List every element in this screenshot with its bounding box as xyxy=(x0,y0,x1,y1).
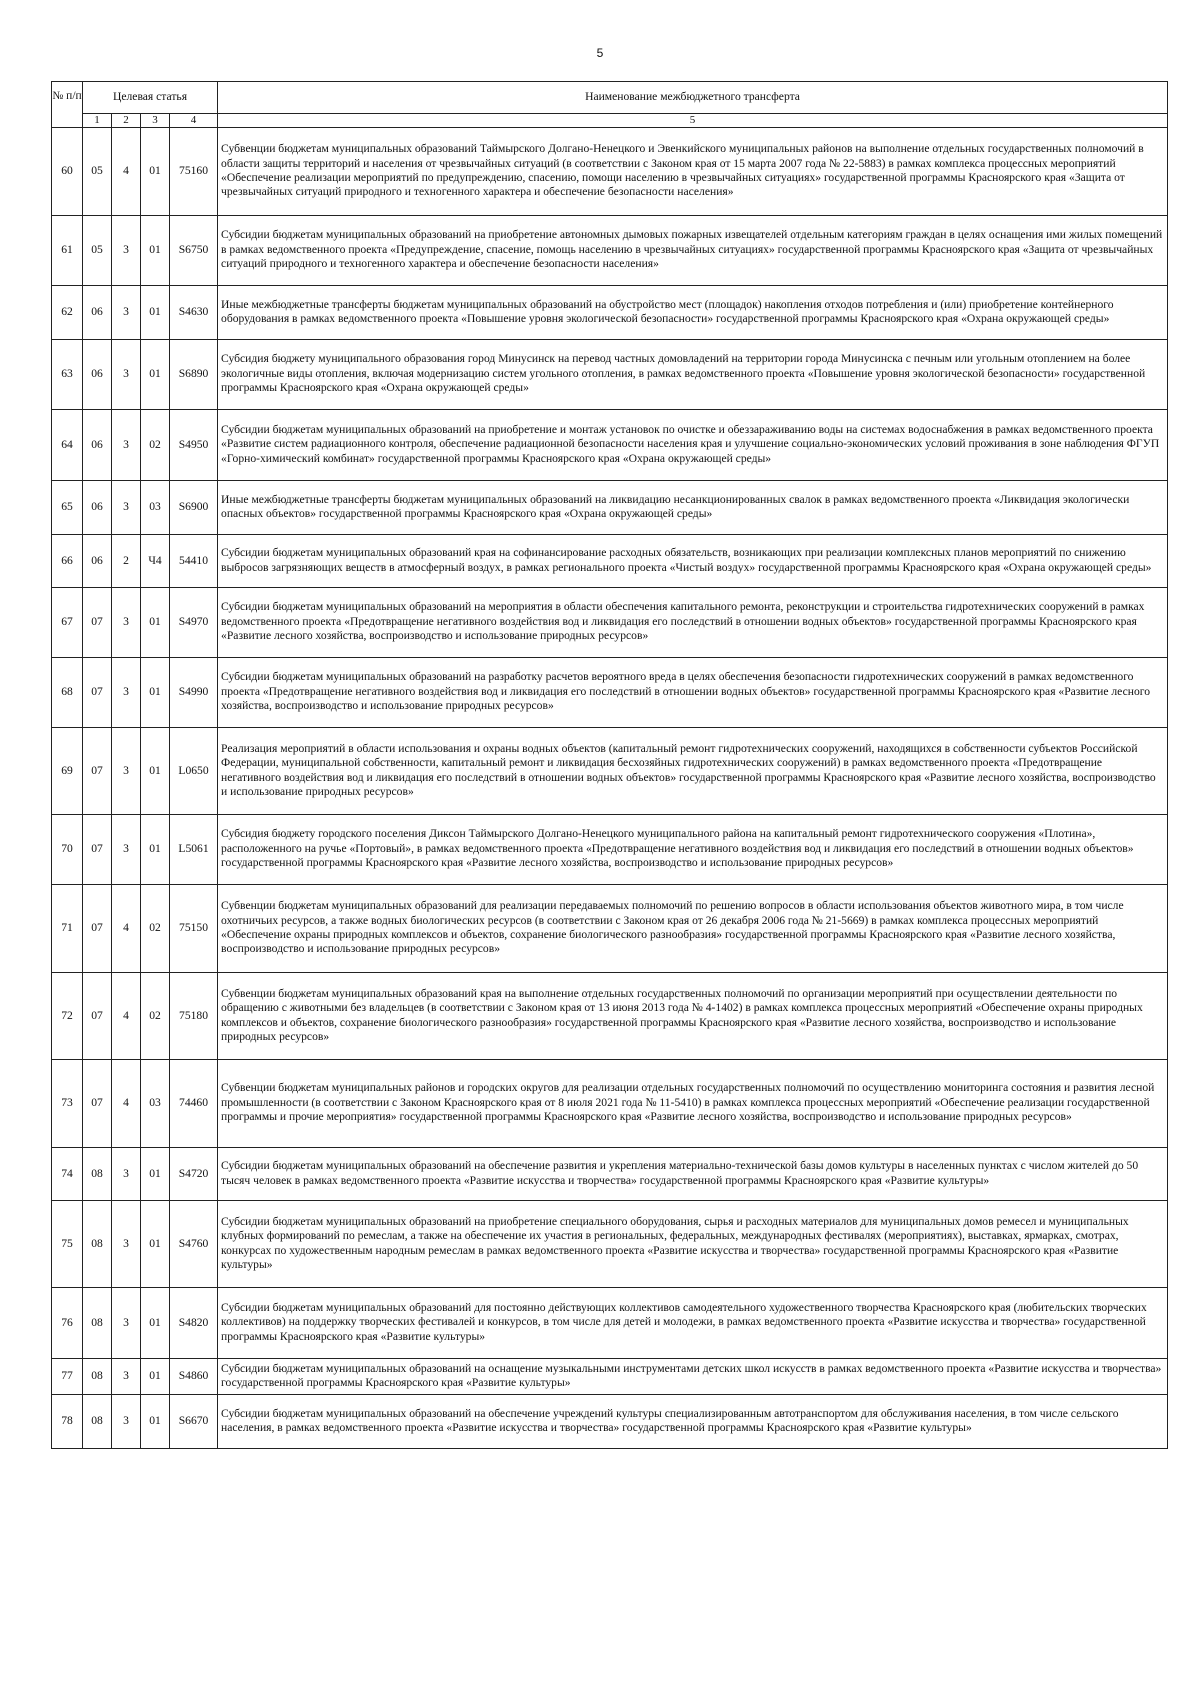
code-part-1: 05 xyxy=(83,216,112,286)
transfer-name: Субсидии бюджетам муниципальных образований края на софинансирование расходных обязательств, возникающих при реализации комплексных планов мероприятий по снижению выбросов загрязняющих веществ в атмосферный воздух, в рамках регионального проекта «Чистый воздух» государственной программы Красноярского края «Охрана окружающей среды» xyxy=(218,535,1168,588)
code-part-3: 02 xyxy=(141,973,170,1060)
table-row xyxy=(52,128,1168,216)
transfer-name: Субсидии бюджетам муниципальных образований на разработку расчетов вероятного вреда в целях обеспечения безопасности гидротехнических сооружений в рамках ведомственного проекта «Предотвращение негативного воздействия вод и ликвидация его последствий в отношении водных объектов» государственной программы Красноярского края «Развитие лесного хозяйства, воспроизводство и использование природных ресурсов» xyxy=(218,658,1168,728)
table-row xyxy=(52,286,1168,340)
header-subrow xyxy=(52,114,1168,128)
code-part-3: 01 xyxy=(141,1148,170,1201)
header-transfer-name: Наименование межбюджетного трансферта xyxy=(218,82,1168,114)
code-part-4: S6900 xyxy=(170,481,218,535)
table-row xyxy=(52,216,1168,286)
transfer-name: Субсидия бюджету муниципального образования город Минусинск на перевод частных домовладений на территории города Минусинска с печным или угольным отоплением на более экологичные виды отопления, включая модернизацию систем угольного отопления, в рамках ведомственного проекта «Повышение уровня экологической безопасности» государственной программы Красноярского края «Охрана окружающей среды» xyxy=(218,340,1168,410)
header-row xyxy=(52,82,1168,114)
code-part-4: S4630 xyxy=(170,286,218,340)
code-part-2: 3 xyxy=(112,410,141,481)
code-part-4: L5061 xyxy=(170,815,218,885)
code-part-1: 06 xyxy=(83,410,112,481)
row-number: 60 xyxy=(52,128,83,216)
transfer-name: Субвенции бюджетам муниципальных образований Таймырского Долгано-Ненецкого и Эвенкийского муниципальных районов на выполнение отдельных государственных полномочий в области защиты территорий и населения от чрезвычайных ситуаций (в соответствии с Законом края от 15 марта 2007 года № 22-5883) в рамках комплекса процессных мероприятий «Обеспечение реализации мероприятий по предупреждению, спасению, помощи населению в чрезвычайных ситуациях» государственной программы Красноярского края «Защита от чрезвычайных ситуаций природного и техногенного характера и обеспечение безопасности населения» xyxy=(218,128,1168,216)
table-row xyxy=(52,658,1168,728)
row-number: 74 xyxy=(52,1148,83,1201)
code-part-1: 06 xyxy=(83,481,112,535)
transfer-name: Субвенции бюджетам муниципальных образований края на выполнение отдельных государственных полномочий по организации мероприятий при осуществлении деятельности по обращению с животными без владельцев (в соответствии с Законом края от 13 июня 2013 года № 4-1402) в рамках комплекса процессных мероприятий «Обеспечение охраны природных комплексов и объектов, сохранение биологического разнообразия» государственной программы Красноярского края «Развитие лесного хозяйства, воспроизводство и использование природных ресурсов» xyxy=(218,973,1168,1060)
code-part-2: 3 xyxy=(112,216,141,286)
transfer-name: Субсидии бюджетам муниципальных образований на обеспечение учреждений культуры специализированным автотранспортом для обслуживания населения, в том числе сельского населения, в рамках ведомственного проекта «Развитие искусства и творчества» государственной программы Красноярского края «Развитие культуры» xyxy=(218,1395,1168,1449)
code-part-3: 01 xyxy=(141,286,170,340)
code-part-4: S4760 xyxy=(170,1201,218,1288)
row-number: 68 xyxy=(52,658,83,728)
code-part-1: 07 xyxy=(83,1060,112,1148)
code-part-1: 07 xyxy=(83,588,112,658)
code-part-2: 4 xyxy=(112,128,141,216)
row-number: 64 xyxy=(52,410,83,481)
row-number: 71 xyxy=(52,885,83,973)
code-part-2: 3 xyxy=(112,1288,141,1359)
header-subcol: 3 xyxy=(141,114,170,128)
table-row xyxy=(52,1288,1168,1359)
code-part-4: S6890 xyxy=(170,340,218,410)
code-part-1: 07 xyxy=(83,973,112,1060)
page-number: 5 xyxy=(596,46,604,60)
transfer-name: Субвенции бюджетам муниципальных образований для реализации передаваемых полномочий по решению вопросов в области использования объектов животного мира, в том числе охотничьих ресурсов, а также водных биологических ресурсов (в соответствии с Законом края от 26 декабря 2006 года № 21-5669) в рамках комплекса процессных мероприятий «Обеспечение охраны природных комплексов и объектов, сохранение биологического разнообразия» государственной программы Красноярского края «Развитие лесного хозяйства, воспроизводство и использование природных ресурсов» xyxy=(218,885,1168,973)
code-part-4: 75160 xyxy=(170,128,218,216)
row-number: 73 xyxy=(52,1060,83,1148)
transfer-name: Субсидии бюджетам муниципальных образований на приобретение специального оборудования, сырья и расходных материалов для муниципальных домов ремесел и муниципальных клубных формирований по ремеслам, а также на обеспечение их участия в региональных, федеральных, международных фестивалях (мероприятиях), выставках, ярмарках, смотрах, конкурсах по художественным народным ремеслам в рамках ведомственного проекта «Развитие искусства и творчества» государственной программы Красноярского края «Развитие культуры» xyxy=(218,1201,1168,1288)
code-part-2: 3 xyxy=(112,815,141,885)
code-part-2: 3 xyxy=(112,1148,141,1201)
code-part-3: 01 xyxy=(141,588,170,658)
code-part-3: 03 xyxy=(141,481,170,535)
code-part-2: 3 xyxy=(112,728,141,815)
transfer-name: Субвенции бюджетам муниципальных районов и городских округов для реализации отдельных государственных полномочий по осуществлению мониторинга состояния и развития лесной промышленности (в соответствии с Законом Красноярского края от 8 июля 2021 года № 11-5410) в рамках комплекса процессных мероприятий «Обеспечение реализации государственной программы и прочие мероприятия» государственной программы Красноярского края «Развитие лесного хозяйства, воспроизводство и использование природных ресурсов» xyxy=(218,1060,1168,1148)
code-part-4: S4720 xyxy=(170,1148,218,1201)
code-part-3: 02 xyxy=(141,885,170,973)
code-part-3: 01 xyxy=(141,658,170,728)
row-number: 69 xyxy=(52,728,83,815)
table-row xyxy=(52,410,1168,481)
code-part-3: 01 xyxy=(141,815,170,885)
transfer-name: Реализация мероприятий в области использования и охраны водных объектов (капитальный ремонт гидротехнических сооружений, находящихся в собственности субъектов Российской Федерации, муниципальной собственности, капитальный ремонт и ликвидация бесхозяйных гидротехнических сооружений) в рамках ведомственного проекта «Предотвращение негативного воздействия вод и ликвидация его последствий в отношении водных объектов» государственной программы Красноярского края «Развитие лесного хозяйства, воспроизводство и использование природных ресурсов» xyxy=(218,728,1168,815)
header-number: № п/п xyxy=(52,82,83,128)
table-row xyxy=(52,340,1168,410)
code-part-2: 4 xyxy=(112,885,141,973)
code-part-1: 07 xyxy=(83,728,112,815)
transfer-name: Субсидии бюджетам муниципальных образований на оснащение музыкальными инструментами детских школ искусств в рамках ведомственного проекта «Развитие искусства и творчества» государственной программы Красноярского края «Развитие культуры» xyxy=(218,1359,1168,1395)
transfer-name: Субсидии бюджетам муниципальных образований на приобретение автономных дымовых пожарных извещателей отдельным категориям граждан в целях оснащения ими жилых помещений в рамках ведомственного проекта «Предупреждение, спасение, помощь населению в чрезвычайных ситуациях» государственной программы Красноярского края «Защита от чрезвычайных ситуаций природного и техногенного характера и обеспечение безопасности населения» xyxy=(218,216,1168,286)
code-part-3: 01 xyxy=(141,1201,170,1288)
transfer-name: Субсидии бюджетам муниципальных образований на приобретение и монтаж установок по очистке и обеззараживанию воды на системах водоснабжения в рамках ведомственного проекта «Развитие систем радиационного контроля, обеспечение радиационной безопасности населения края и улучшение социально-экономических условий проживания в зоне наблюдения ФГУП «Горно-химический комбинат» государственной программы Красноярского края «Охрана окружающей среды» xyxy=(218,410,1168,481)
code-part-2: 3 xyxy=(112,1395,141,1449)
code-part-1: 07 xyxy=(83,815,112,885)
row-number: 72 xyxy=(52,973,83,1060)
code-part-1: 06 xyxy=(83,535,112,588)
row-number: 75 xyxy=(52,1201,83,1288)
table-row xyxy=(52,1060,1168,1148)
code-part-2: 3 xyxy=(112,658,141,728)
code-part-4: S4990 xyxy=(170,658,218,728)
code-part-4: S6750 xyxy=(170,216,218,286)
table-row xyxy=(52,535,1168,588)
row-number: 78 xyxy=(52,1395,83,1449)
transfer-name: Субсидии бюджетам муниципальных образований на обеспечение развития и укрепления материально-технической базы домов культуры в населенных пунктах с числом жителей до 50 тысяч человек в рамках ведомственного проекта «Развитие искусства и творчества» государственной программы Красноярского края «Развитие культуры» xyxy=(218,1148,1168,1201)
row-number: 70 xyxy=(52,815,83,885)
header-subcol: 2 xyxy=(112,114,141,128)
code-part-1: 08 xyxy=(83,1288,112,1359)
header-target-article: Целевая статья xyxy=(83,82,218,114)
table-row xyxy=(52,1148,1168,1201)
header-subcol: 1 xyxy=(83,114,112,128)
code-part-4: S4970 xyxy=(170,588,218,658)
code-part-3: 01 xyxy=(141,1288,170,1359)
code-part-1: 08 xyxy=(83,1395,112,1449)
row-number: 65 xyxy=(52,481,83,535)
code-part-2: 3 xyxy=(112,340,141,410)
transfer-name: Иные межбюджетные трансферты бюджетам муниципальных образований на ликвидацию несанкционированных свалок в рамках ведомственного проекта «Ликвидация экологически опасных объектов» государственной программы Красноярского края «Охрана окружающей среды» xyxy=(218,481,1168,535)
code-part-2: 2 xyxy=(112,535,141,588)
code-part-3: Ч4 xyxy=(141,535,170,588)
table-row xyxy=(52,1201,1168,1288)
code-part-4: S6670 xyxy=(170,1395,218,1449)
code-part-3: 03 xyxy=(141,1060,170,1148)
row-number: 63 xyxy=(52,340,83,410)
code-part-1: 05 xyxy=(83,128,112,216)
code-part-3: 01 xyxy=(141,128,170,216)
table-row xyxy=(52,588,1168,658)
code-part-2: 3 xyxy=(112,588,141,658)
transfer-name: Субсидия бюджету городского поселения Диксон Таймырского Долгано-Ненецкого муниципального района на капитальный ремонт гидротехнического сооружения «Плотина», расположенного на ручье «Портовый», в рамках ведомственного проекта «Предотвращение негативного воздействия вод и ликвидация его последствий в отношении водных объектов» государственной программы Красноярского края «Развитие лесного хозяйства, воспроизводство и использование природных ресурсов» xyxy=(218,815,1168,885)
row-number: 62 xyxy=(52,286,83,340)
code-part-4: S4860 xyxy=(170,1359,218,1395)
code-part-3: 01 xyxy=(141,1359,170,1395)
row-number: 66 xyxy=(52,535,83,588)
transfer-name: Иные межбюджетные трансферты бюджетам муниципальных образований на обустройство мест (площадок) накопления отходов потребления и (или) приобретение контейнерного оборудования в рамках ведомственного проекта «Повышение уровня экологической безопасности» государственной программы Красноярского края «Охрана окружающей среды» xyxy=(218,286,1168,340)
code-part-2: 3 xyxy=(112,1359,141,1395)
code-part-4: S4820 xyxy=(170,1288,218,1359)
code-part-1: 06 xyxy=(83,340,112,410)
code-part-2: 4 xyxy=(112,1060,141,1148)
row-number: 77 xyxy=(52,1359,83,1395)
code-part-1: 07 xyxy=(83,658,112,728)
code-part-3: 01 xyxy=(141,216,170,286)
header-subcol: 4 xyxy=(170,114,218,128)
code-part-4: 74460 xyxy=(170,1060,218,1148)
code-part-3: 02 xyxy=(141,410,170,481)
table-row xyxy=(52,1395,1168,1449)
code-part-4: L0650 xyxy=(170,728,218,815)
code-part-4: 54410 xyxy=(170,535,218,588)
transfer-name: Субсидии бюджетам муниципальных образований для постоянно действующих коллективов самодеятельного художественного творчества Красноярского края (любительских творческих коллективов) на поддержку творческих фестивалей и конкурсов, в том числе для детей и молодежи, в рамках ведомственного проекта «Развитие искусства и творчества» государственной программы Красноярского края «Развитие культуры» xyxy=(218,1288,1168,1359)
code-part-1: 06 xyxy=(83,286,112,340)
code-part-1: 08 xyxy=(83,1148,112,1201)
code-part-4: 75150 xyxy=(170,885,218,973)
row-number: 61 xyxy=(52,216,83,286)
code-part-1: 08 xyxy=(83,1359,112,1395)
code-part-3: 01 xyxy=(141,728,170,815)
table-row xyxy=(52,481,1168,535)
table-body xyxy=(52,128,1168,1449)
row-number: 67 xyxy=(52,588,83,658)
code-part-1: 07 xyxy=(83,885,112,973)
transfers-table xyxy=(51,81,1168,1449)
code-part-2: 3 xyxy=(112,481,141,535)
table-row xyxy=(52,885,1168,973)
table-row xyxy=(52,1359,1168,1395)
row-number: 76 xyxy=(52,1288,83,1359)
code-part-2: 4 xyxy=(112,973,141,1060)
code-part-1: 08 xyxy=(83,1201,112,1288)
code-part-3: 01 xyxy=(141,340,170,410)
transfer-name: Субсидии бюджетам муниципальных образований на мероприятия в области обеспечения капитального ремонта, реконструкции и строительства гидротехнических сооружений в рамках ведомственного проекта «Предотвращение негативного воздействия вод и ликвидация его последствий в отношении водных объектов» государственной программы Красноярского края «Развитие лесного хозяйства, воспроизводство и использование природных ресурсов» xyxy=(218,588,1168,658)
header-subcol: 5 xyxy=(218,114,1168,128)
table-row xyxy=(52,815,1168,885)
code-part-3: 01 xyxy=(141,1395,170,1449)
code-part-2: 3 xyxy=(112,286,141,340)
table-row xyxy=(52,973,1168,1060)
code-part-2: 3 xyxy=(112,1201,141,1288)
code-part-4: S4950 xyxy=(170,410,218,481)
table-row xyxy=(52,728,1168,815)
code-part-4: 75180 xyxy=(170,973,218,1060)
